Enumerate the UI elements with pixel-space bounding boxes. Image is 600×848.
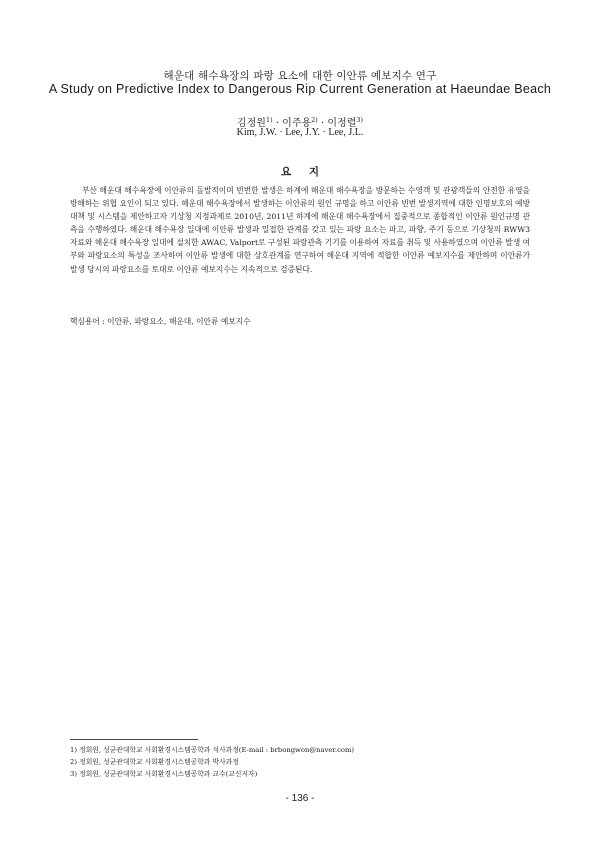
footnote-item: 1) 정회원, 성균관대학교 사회환경시스템공학과 석사과정(E-mail : brbongwon@naver.com) — [70, 746, 355, 754]
footnote-item: 2) 정회원, 성균관대학교 사회환경시스템공학과 박사과정 — [70, 758, 239, 767]
english-author-line: Kim, J.W. · Lee, J.Y. · Lee, J.L. — [236, 127, 364, 138]
author-name: 이주용 — [282, 118, 312, 129]
author-footnote-mark: 2) — [311, 116, 318, 124]
korean-title: 해운대 해수욕장의 파랑 요소에 대한 이안류 예보지수 연구 — [163, 70, 437, 82]
page-number: - 136 - — [285, 793, 315, 804]
abstract-body: 부산 해운대 해수욕장에 이안류의 돌발적이며 빈번한 발생은 하계에 해운대 해수욕장을 방문하는 수영객 및 관광객들의 안전한 유영을 방해하는 위협 요인이 되고 있다. 해운대 해수욕장에서 발생하는 이안류의 원인 규명을 하고 이안류 빈번 발생지역에 대한 인명보호의 예방대책 및 시스템을 제안하고자 기상청 지정과제로 2010년, 2011년 하계에 해운대 해수욕장에서 집중적으로 종합적인 이안류 원인규명 관측을 수행하였다. 해운대 해수욕장 일대에 이안류 발생과 밀접한 관계를 갖고 있는 파랑 요소는 파고, 파향, 주기 등으로 기상청의 RWW3 자료와 해운대 해수욕장 일대에 설치한 AWAC, Valport로 구성된 파랑관측 기기를 이용하여 자료를 취득 및 사용하였으며 이안류 발생 여부와 파랑요소의 특성을 조사하여 이안류 발생에 대한 상호관계를 연구하여 해운대 지역에 적합한 이안류 예보지수를 제안하며 이안류가 발생 당시의 파랑요소를 토대로 이안류 예보지수는 지속적으로 검증된다. — [70, 186, 530, 274]
author-name: 이정렬 — [327, 118, 357, 129]
author-name: 김정원 — [236, 118, 266, 129]
abstract-heading: 요 지 — [281, 166, 319, 178]
english-title: A Study on Predictive Index to Dangerous Rip Current Generation at Haeundae Beach — [48, 82, 552, 96]
author-footnote-mark: 3) — [356, 116, 364, 124]
footnote-item: 3) 정회원, 성균관대학교 사회환경시스템공학과 교수(교신저자) — [70, 770, 258, 779]
author-separator: · — [317, 118, 328, 129]
footnotes — [70, 744, 530, 781]
author-separator: · — [272, 118, 283, 129]
footnote-divider — [70, 739, 198, 740]
keywords-line: 핵심용어 : 이안류, 파랑요소, 해운대, 이안류 예보지수 — [70, 317, 251, 326]
author-footnote-mark: 1) — [265, 116, 273, 124]
